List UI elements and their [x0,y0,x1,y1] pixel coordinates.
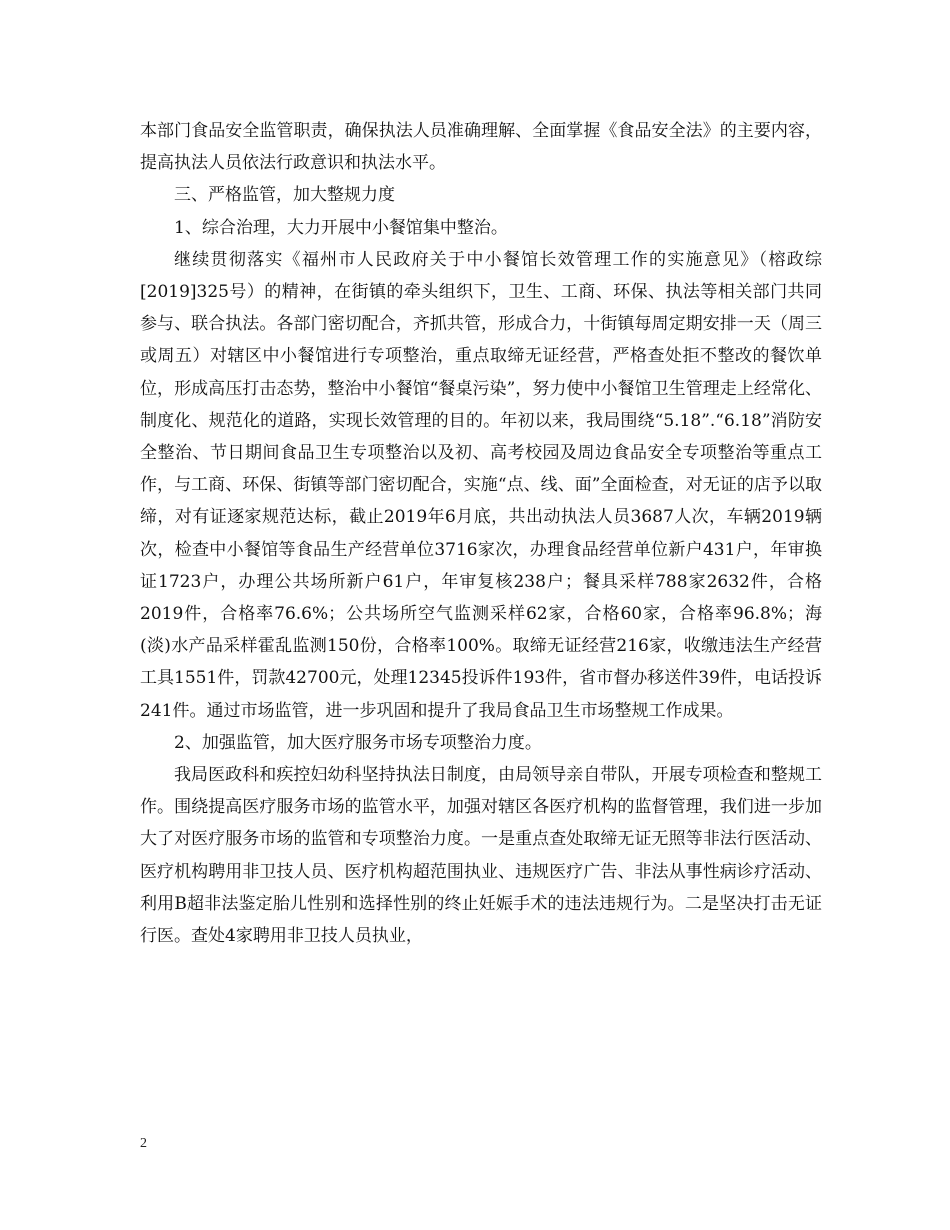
paragraph-restaurant-rectification: 继续贯彻落实《福州市人民政府关于中小餐馆长效管理工作的实施意见》（榕政综[2019]325号）的精神，在街镇的牵头组织下，卫生、工商、环保、执法等相关部门共同参与、联合执法。各部门密切配合，齐抓共管，形成合力，十街镇每周定期安排一天（周三或周五）对辖区中小餐馆进行专项整治，重点取缔无证经营，严格查处拒不整改的餐饮单位，形成高压打击态势，整治中小餐馆“餐桌污染”，努力使中小餐馆卫生管理走上经常化、制度化、规范化的道路，实现长效管理的目的。年初以来，我局围绕“5.18”.“6.18”消防安全整治、节日期间食品卫生专项整治以及初、高考校园及周边食品安全专项整治等重点工作，与工商、环保、街镇等部门密切配合，实施“点、线、面”全面检查，对无证的店予以取缔，对有证逐家规范达标，截止2019年6月底，共出动执法人员3687人次，车辆2019辆次，检查中小餐馆等食品生产经营单位3716家次，办理食品经营单位新户431户，年审换证1723户，办理公共场所新户61户，年审复核238户；餐具采样788家2632件，合格2019件，合格率76.6%；公共场所空气监测采样62家，合格60家，合格率96.8%；海(淡)水产品采样霍乱监测150份，合格率100%。取缔无证经营216家，收缴违法生产经营工具1551件，罚款42700元，处理12345投诉件193件，省市督办移送件39件，电话投诉241件。通过市场监管，进一步巩固和提升了我局食品卫生市场整规工作成果。 [140,249,822,721]
page-number: 2 [140,1136,147,1151]
document-body [140,115,822,952]
subsection-heading-1: 1、综合治理，大力开展中小餐馆集中整治。 [174,217,508,238]
subsection-heading-2: 2、加强监管，加大医疗服务市场专项整治力度。 [174,732,542,753]
paragraph-continuation: 本部门食品安全监管职责，确保执法人员准确理解、全面掌握《食品安全法》的主要内容，提高执法人员依法行政意识和执法水平。 [140,121,822,174]
section-heading-3: 三、严格监管，加大整规力度 [174,185,395,206]
paragraph-medical-market: 我局医政科和疾控妇幼科坚持执法日制度，由局领导亲自带队，开展专项检查和整规工作。围绕提高医疗服务市场的监管水平，加强对辖区各医疗机构的监督管理，我们进一步加大了对医疗服务市场的监管和专项整治力度。一是重点查处取缔无证无照等非法行医活动、医疗机构聘用非卫技人员、医疗机构超范围执业、违规医疗广告、非法从事性病诊疗活动、利用B超非法鉴定胎儿性别和选择性别的终止妊娠手术的违法违规行为。二是坚决打击无证行医。查处4家聘用非卫技人员执业， [140,765,822,947]
